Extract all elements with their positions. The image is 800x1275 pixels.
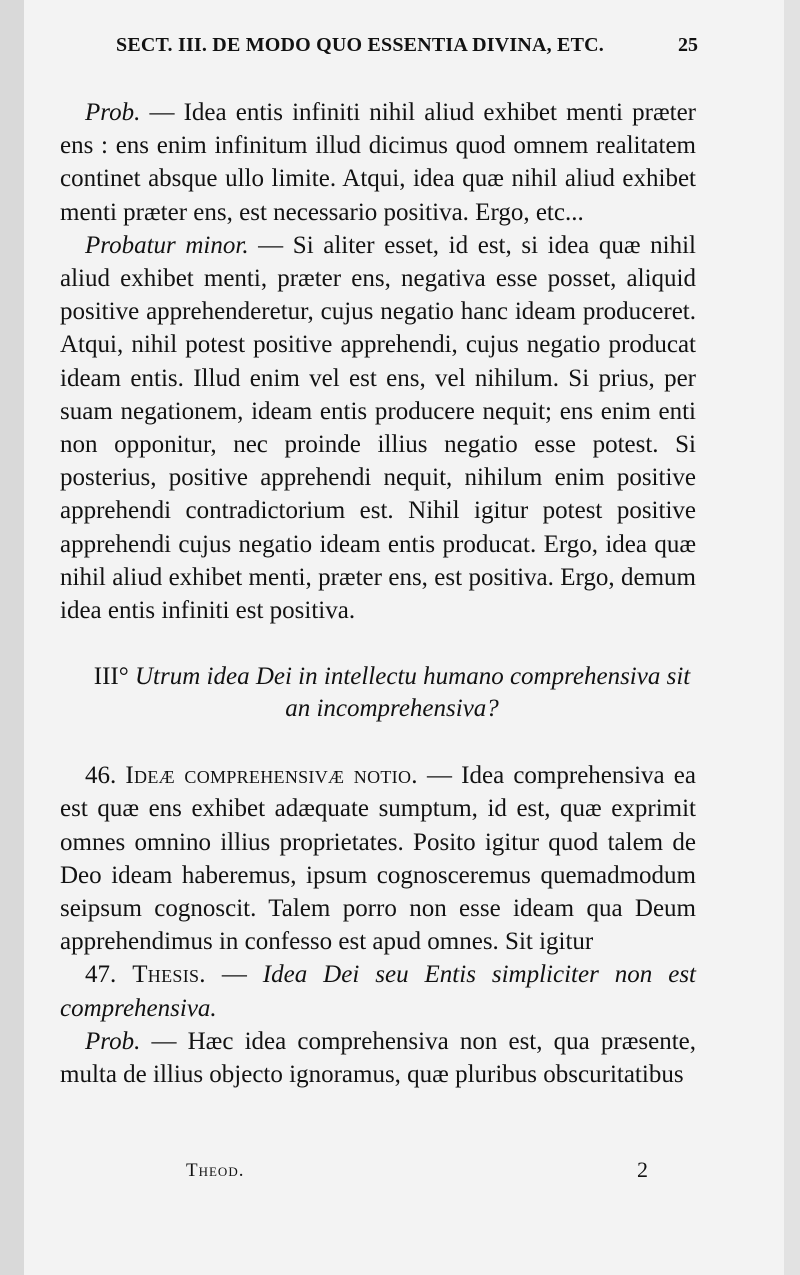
thesis-proof-paragraph <box>60 1025 696 1091</box>
proof-text: — Idea entis infiniti nihil aliud exhibet menti præter ens : ens enim infinitum illud dicimus quod omnem realitatem continet absque ullo limite. Atqui, idea quæ nihil aliud exhibet menti præter ens, est necessario positiva. Ergo, etc... <box>60 99 696 226</box>
thesis-proof-label: Prob. <box>85 1027 141 1055</box>
running-head: SECT. III. DE MODO QUO ESSENTIA DIVINA, ETC. <box>116 34 604 56</box>
page-number: 25 <box>678 34 698 56</box>
section-47-number: 47. <box>85 961 117 989</box>
section-46-text: — Idea comprehensiva ea est quæ ens exhibet adæquate sumptum, id est, quæ exprimit omnes omnino illius proprietates. Posito igitur quod talem de Deo ideam haberemus, ipsum cognosceremus quemadmodum seipsum cognoscit. Talem porro non esse ideam qua Deum apprehendimus in confesso est apud omnes. Sit igitur <box>60 762 697 956</box>
signature-mark: Theod. <box>186 1160 245 1181</box>
section-46-title: Ideæ comprehensivæ notio. <box>125 762 418 790</box>
question-text: Utrum idea Dei in intellectu humano comprehensiva sit an incomprehensiva? <box>135 663 691 723</box>
proof-label: Prob. <box>85 99 141 126</box>
section-47-title: Thesis. <box>132 961 206 989</box>
page-header <box>90 34 698 70</box>
page-body <box>60 96 696 1091</box>
proof-paragraph <box>60 96 696 229</box>
page-footer <box>186 1157 648 1190</box>
minor-proof-label: Probatur minor. <box>85 231 249 259</box>
section-46-number: 46. <box>85 762 117 790</box>
minor-proof-paragraph <box>60 229 696 627</box>
question-number: III° <box>93 663 129 691</box>
section-47-paragraph <box>60 958 696 1024</box>
minor-proof-text: — Si aliter esset, id est, si idea quæ nihil aliud exhibet menti, præter ens, negativa esse posset, aliquid positive apprehenderetur, cujus negatio hanc ideam produceret. Atqui, nihil potest positive apprehendi, cujus negatio producat ideam entis. Illud enim vel est ens, vel nihilum. Si prius, per suam negationem, ideam entis producere nequit; ens enim enti non opponitur, nec proinde illius negatio esse potest. Si posterius, positive apprehendi nequit, nihilum enim positive apprehendi contradictorium est. Nihil igitur potest positive apprehendi cujus negatio ideam entis producat. Ergo, idea quæ nihil aliud exhibet menti, præter ens, est positiva. Ergo, demum idea entis infiniti est positiva. <box>60 231 697 625</box>
section-47-dash: — <box>205 961 263 989</box>
thesis-proof-text: — Hæc idea comprehensiva non est, qua præsente, multa de illius objecto ignoramus, quæ pluribus obscuritatibus <box>60 1027 696 1089</box>
section-46-paragraph <box>60 759 696 958</box>
question-heading <box>60 661 696 725</box>
signature-number: 2 <box>637 1157 648 1182</box>
thesis-statement: Idea Dei seu Entis simpliciter non est comprehensiva. <box>60 961 697 1022</box>
